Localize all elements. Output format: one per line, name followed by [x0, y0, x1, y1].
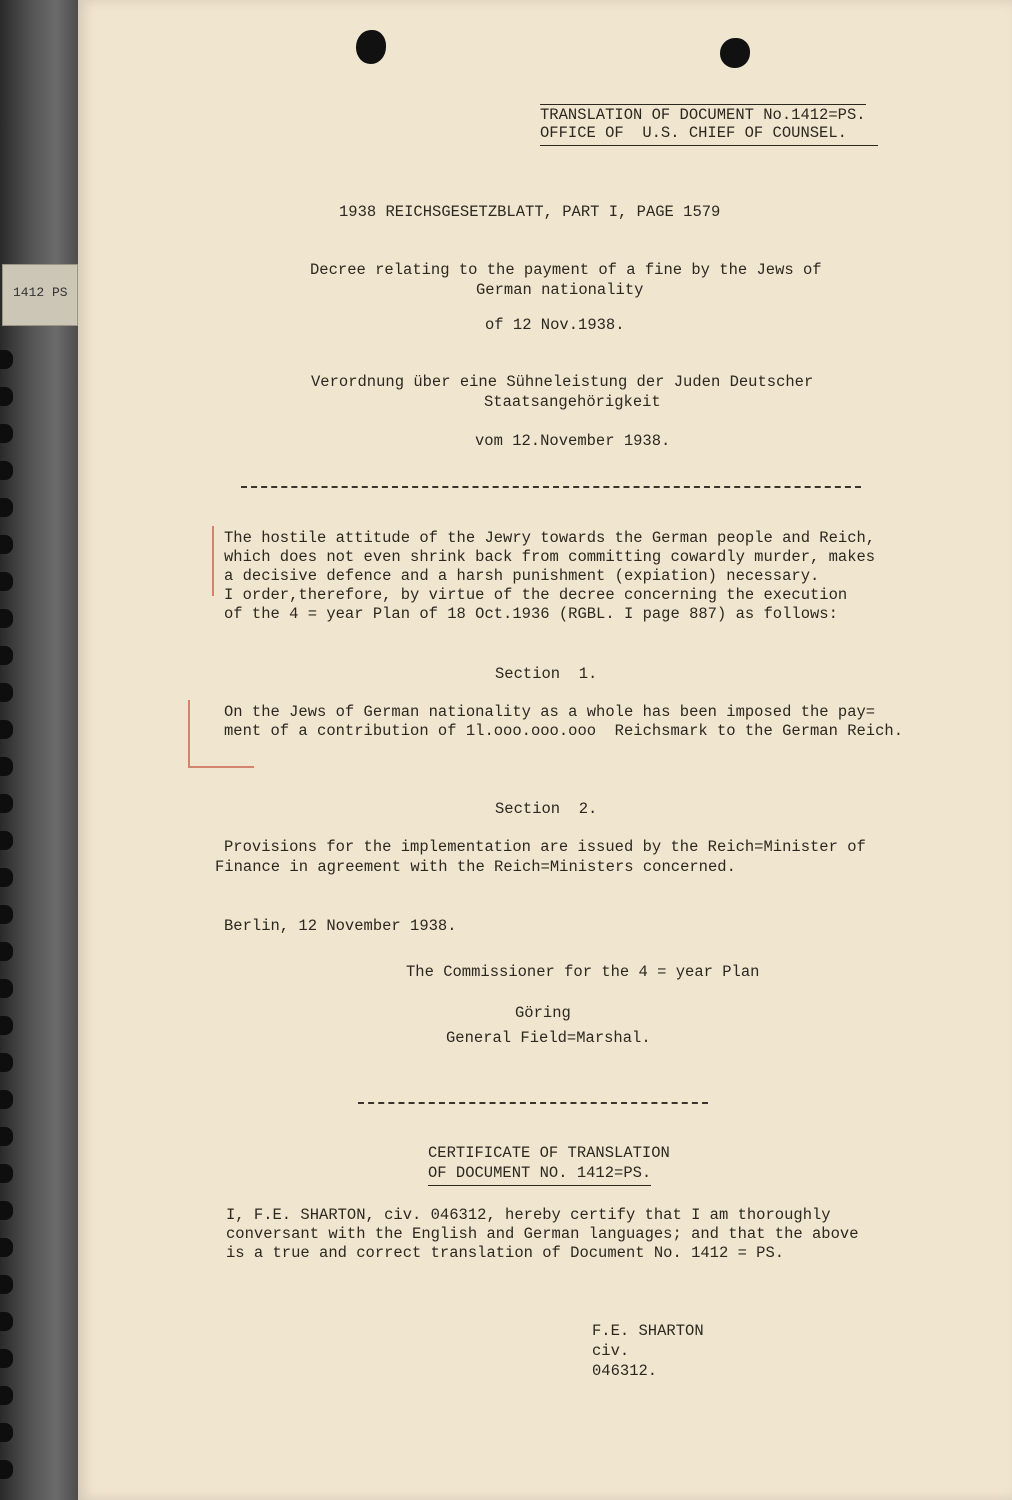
certificate-line-3: is a true and correct translation of Document No. 1412 = PS.: [226, 1244, 785, 1262]
title-en-line-1: Decree relating to the payment of a fine by the Jews of: [310, 261, 822, 279]
reference-line: 1938 REICHSGESETZBLATT, PART I, PAGE 1579: [339, 203, 721, 221]
preamble-line-1: The hostile attitude of the Jewry towards the German people and Reich,: [224, 529, 876, 547]
margin-mark: [212, 526, 214, 596]
binder-hole: [0, 905, 13, 924]
binder-hole: [0, 1423, 13, 1442]
binder-hole: [0, 942, 13, 961]
section-2-line-1: Provisions for the implementation are issued by the Reich=Minister of: [224, 838, 866, 856]
header-line-2: OFFICE OF U.S. CHIEF OF COUNSEL.: [540, 124, 878, 146]
binder-hole: [0, 1090, 13, 1109]
section-1-line-2: ment of a contribution of 1l.ooo.ooo.ooo Reichsmark to the German Reich.: [224, 722, 904, 740]
margin-mark: [188, 766, 254, 768]
binder-hole: [0, 868, 13, 887]
binder-hole: [0, 979, 13, 998]
title-de-date: vom 12.November 1938.: [475, 432, 671, 450]
binder-hole: [0, 498, 13, 517]
binder-hole: [0, 831, 13, 850]
binder-hole: [0, 461, 13, 480]
binder-hole: [0, 1275, 13, 1294]
certifier-number: 046312.: [592, 1362, 658, 1380]
certificate-line-2: conversant with the English and German languages; and that the above: [226, 1225, 859, 1243]
binder-hole: [0, 1201, 13, 1220]
binder-hole: [0, 387, 13, 406]
preamble-line-3: a decisive defence and a harsh punishment (expiation) necessary.: [224, 567, 820, 585]
section-2-line-2: Finance in agreement with the Reich=Ministers concerned.: [215, 858, 736, 876]
margin-mark: [188, 700, 190, 768]
signatory-rank: General Field=Marshal.: [446, 1029, 651, 1047]
punch-hole: [720, 38, 750, 68]
title-de-line-2: Staatsangehörigkeit: [484, 393, 661, 411]
preamble-line-4: I order,therefore, by virtue of the decree concerning the execution: [224, 586, 848, 604]
certificate-line-1: I, F.E. SHARTON, civ. 046312, hereby certify that I am thoroughly: [226, 1206, 831, 1224]
section-1-line-1: On the Jews of German nationality as a whole has been imposed the pay=: [224, 703, 876, 721]
title-en-line-2: German nationality: [476, 281, 644, 299]
punch-hole: [356, 30, 386, 64]
title-en-date: of 12 Nov.1938.: [485, 316, 625, 334]
binder-hole: [0, 609, 13, 628]
certificate-title-2: OF DOCUMENT NO. 1412=PS.: [428, 1164, 651, 1186]
document-page: [78, 0, 1012, 1500]
binder-hole: [0, 683, 13, 702]
binder-hole: [0, 572, 13, 591]
binder-hole: [0, 794, 13, 813]
binder-hole: [0, 1386, 13, 1405]
commissioner-line: The Commissioner for the 4 = year Plan: [406, 963, 760, 981]
binder-hole: [0, 1312, 13, 1331]
binder-hole: [0, 1349, 13, 1368]
title-de-line-1: Verordnung über eine Sühneleistung der Juden Deutscher: [311, 373, 814, 391]
binder-strip: [0, 0, 80, 1500]
binder-hole: [0, 1127, 13, 1146]
binder-hole: [0, 535, 13, 554]
place-date: Berlin, 12 November 1938.: [224, 917, 457, 935]
certifier-name: F.E. SHARTON: [592, 1322, 704, 1340]
binder-hole: [0, 424, 13, 443]
certificate-title-1: CERTIFICATE OF TRANSLATION: [428, 1144, 670, 1162]
header-line-1: TRANSLATION OF DOCUMENT No.1412=PS.: [540, 106, 866, 124]
separator-rule: [241, 486, 861, 488]
binder-hole: [0, 1238, 13, 1257]
binder-hole: [0, 720, 13, 739]
certifier-title: civ.: [592, 1342, 630, 1360]
binder-hole: [0, 1164, 13, 1183]
section-2-heading: Section 2.: [495, 800, 598, 818]
binder-hole: [0, 1053, 13, 1072]
binder-hole: [0, 350, 13, 369]
separator-rule: [358, 1102, 708, 1104]
section-1-heading: Section 1.: [495, 665, 598, 683]
preamble-line-2: which does not even shrink back from committing cowardly murder, makes: [224, 548, 876, 566]
binder-hole: [0, 646, 13, 665]
binder-hole: [0, 1016, 13, 1035]
signatory-name: Göring: [515, 1004, 571, 1022]
binder-hole: [0, 1460, 13, 1479]
binder-hole: [0, 757, 13, 776]
preamble-line-5: of the 4 = year Plan of 18 Oct.1936 (RGBL. I page 887) as follows:: [224, 605, 838, 623]
document-tab: 1412 PS: [2, 264, 78, 326]
